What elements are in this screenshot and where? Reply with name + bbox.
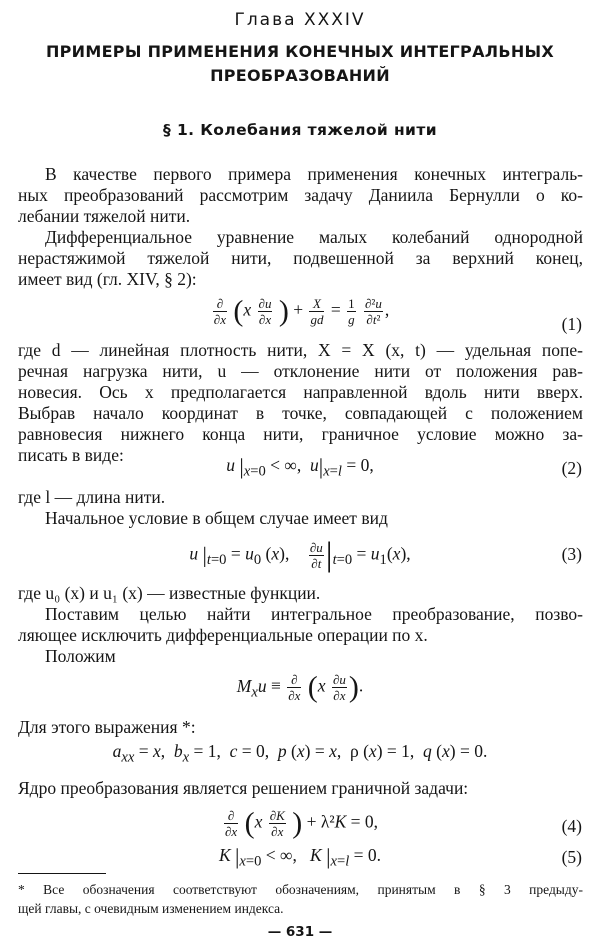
equation-2: u $|_{x=0}$ < ∞, $u|_{x=l} = 0$, bbox=[226, 453, 374, 480]
equation-number: (2) bbox=[561, 458, 582, 478]
coefficients-equation: $a_{xx} = x$, $b_x = 1$, c = 0, p (x) = x, ρ (x) = 1, q (x) = 0. bbox=[112, 741, 488, 766]
equation-4: $\frac{\partial}{\partial x}$ (x $\frac{\partial K}{\partial x}$ ) + λ²K = 0, bbox=[224, 806, 379, 840]
text-line: где l — длина нити. bbox=[18, 487, 166, 507]
text-line: нерастяжимой тяжелой нити, подвешенной за верхний конец, bbox=[18, 248, 583, 268]
footnote-rule bbox=[18, 873, 106, 874]
equation-number: (1) bbox=[561, 314, 582, 334]
text-line: Начальное условие в общем случае имеет вид bbox=[45, 508, 388, 528]
text-line: равновесия нижнего конца нити, граничное условие можно за- bbox=[18, 424, 583, 444]
equation-5: K $|_{x=0}$ < ∞, K $|_{x=l} = 0$. bbox=[218, 843, 382, 870]
text-line: речная нагрузка нити, u — отклонение нити от положения рав- bbox=[18, 361, 583, 381]
chapter-title-line: ПРЕОБРАЗОВАНИЙ bbox=[210, 66, 390, 85]
operator-definition: $M_xu$ ≡ $\frac{\partial}{\partial x}$ (x $\frac{\partial u}{\partial x}$ ). bbox=[236, 670, 364, 704]
text-line: В качестве первого примера применения конечных интеграль- bbox=[45, 164, 583, 184]
text-line: Поставим целью найти интегральное преобразование, позво- bbox=[45, 604, 583, 624]
text-line: Ядро преобразования является решением граничной задачи: bbox=[18, 778, 469, 798]
equation-number: (3) bbox=[561, 544, 582, 564]
text-line: Выбрав начало координат в точке, совпадающей с положением bbox=[18, 403, 583, 423]
equation-3: u $|_{t=0} = u_0$ (x), $\frac{\partial u}{\partial t}$ $|_{t=0} = u_1(x)$, bbox=[189, 536, 411, 574]
text-line: где u₀ (x) и u₁ (x) — известные функции. bbox=[18, 583, 321, 603]
chapter-heading: Глава XXXIV bbox=[234, 10, 366, 30]
section-heading: § 1. Колебания тяжелой нити bbox=[163, 121, 437, 139]
text-line: Дифференциальное уравнение малых колебаний однородной bbox=[45, 227, 583, 247]
footnote-line: щей главы, с очевидным изменением индекса. bbox=[18, 901, 284, 916]
text-line: ляющее исключить дифференциальные операции по x. bbox=[18, 625, 428, 645]
text-line: имеет вид (гл. XIV, § 2): bbox=[18, 269, 197, 289]
text-line: лебании тяжелой нити. bbox=[18, 206, 191, 226]
footnote-line: * Все обозначения соответствуют обозначениям, принятым в § 3 предыду- bbox=[18, 882, 583, 897]
equation-1: $\frac{\partial}{\partial x}$ (x $\frac{\partial u}{\partial x}$ ) + $\frac{X}{gd}$ = $\frac{1}{g}$ $\frac{\text{∂²u}}{\text{∂t²}}$ , bbox=[213, 294, 390, 328]
text-line: писать в виде: bbox=[18, 445, 124, 465]
equation-number: (4) bbox=[561, 816, 582, 836]
text-line: Положим bbox=[45, 646, 116, 666]
chapter-title-line: ПРИМЕРЫ ПРИМЕНЕНИЯ КОНЕЧНЫХ ИНТЕГРАЛЬНЫХ bbox=[45, 42, 555, 61]
text-line: ных преобразований рассмотрим задачу Даниила Бернулли о ко- bbox=[18, 185, 583, 205]
chapter-title bbox=[0, 40, 600, 88]
text-line: Для этого выражения *: bbox=[18, 717, 196, 737]
equation-number: (5) bbox=[561, 847, 582, 867]
text-line: где d — линейная плотность нити, X = X (x, t) — удельная попе- bbox=[18, 340, 583, 360]
page-number: — 631 — bbox=[267, 924, 333, 940]
text-line: новесия. Ось x предполагается направленной вдоль нити вверх. bbox=[18, 382, 583, 402]
